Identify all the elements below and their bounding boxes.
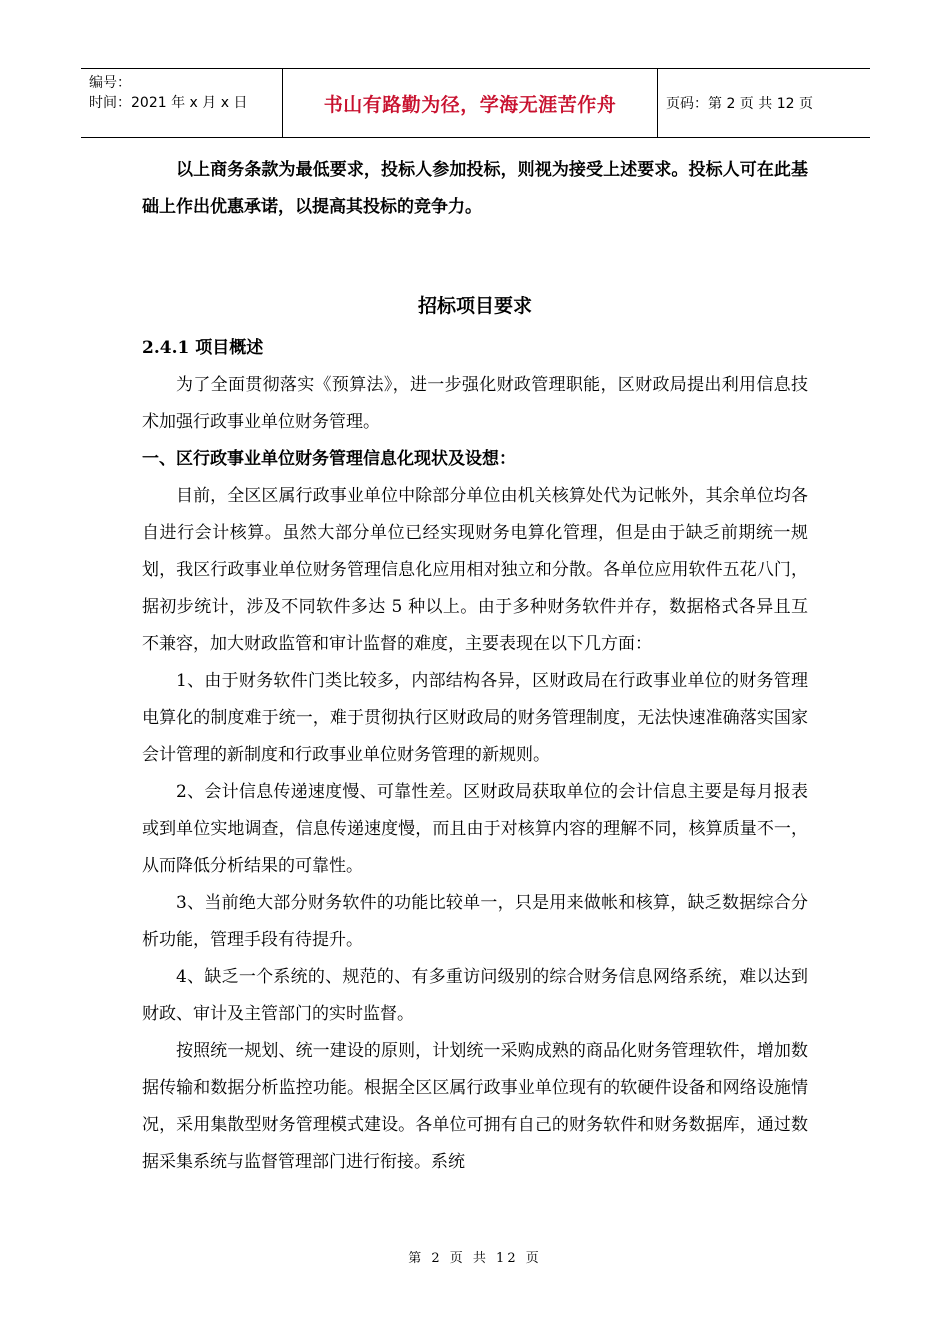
- subsection-heading: 2.4.1 项目概述: [142, 338, 264, 358]
- section-title: 招标项目要求: [417, 295, 532, 317]
- list-item-2: 2、会计信息传递速度慢、可靠性差。区财政局获取单位的会计信息主要是每月报表或到单位实地调查，信息传递速度慢，而且由于对核算内容的理解不同，核算质量不一，从而降低分析结果的可靠性。: [142, 782, 808, 876]
- spacer: [142, 226, 808, 286]
- page-footer: 第 2 页 共 12 页: [408, 1251, 542, 1266]
- intro-paragraph: 以上商务条款为最低要求，投标人参加投标，则视为接受上述要求。投标人可在此基础上作出优惠承诺，以提高其投标的竞争力。: [142, 160, 808, 217]
- header-motto: 书山有路勤为径，学海无涯苦作舟: [283, 69, 658, 137]
- paragraph-plan: 按照统一规划、统一建设的原则，计划统一采购成熟的商品化财务管理软件，增加数据传输和数据分析监控功能。根据全区区属行政事业单位现有的软硬件设备和网络设施情况，采用集散型财务管理模式建设。各单位可拥有自己的财务软件和财务数据库，通过数据采集系统与监督管理部门进行衔接。系统: [142, 1041, 808, 1172]
- header-page-info: 页码：第 2 页 共 12 页: [666, 96, 813, 112]
- paragraph-status: 目前，全区区属行政事业单位中除部分单位由机关核算处代为记帐外，其余单位均各自进行会计核算。虽然大部分单位已经实现财务电算化管理，但是由于缺乏前期统一规划，我区行政事业单位财务管理信息化应用相对独立和分散。各单位应用软件五花八门，据初步统计，涉及不同软件多达 5 种以上。由于多种财务软件并存，数据格式各异且互不兼容，加大财政监管和审计监督的难度，主要表现在以下几方面：: [142, 486, 808, 654]
- list-item-3: 3、当前绝大部分财务软件的功能比较单一，只是用来做帐和核算，缺乏数据综合分析功能，管理手段有待提升。: [142, 893, 808, 950]
- page-header: [81, 68, 870, 138]
- time-label: 时间：2021 年 x 月 x 日: [89, 95, 248, 111]
- paragraph-overview: 为了全面贯彻落实《预算法》，进一步强化财政管理职能，区财政局提出利用信息技术加强行政事业单位财务管理。: [142, 375, 808, 432]
- header-left-cell: [81, 69, 283, 137]
- list-item-4: 4、缺乏一个系统的、规范的、有多重访问级别的综合财务信息网络系统，难以达到财政、审计及主管部门的实时监督。: [142, 967, 808, 1024]
- list-item-1: 1、由于财务软件门类比较多，内部结构各异，区财政局在行政事业单位的财务管理电算化的制度难于统一，难于贯彻执行区财政局的财务管理制度，无法快速准确落实国家会计管理的新制度和行政事业单位财务管理的新规则。: [142, 671, 808, 765]
- heading-status: 一、区行政事业单位财务管理信息化现状及设想：: [142, 449, 516, 469]
- document-body: [142, 152, 808, 1181]
- number-label: 编号：: [89, 75, 131, 91]
